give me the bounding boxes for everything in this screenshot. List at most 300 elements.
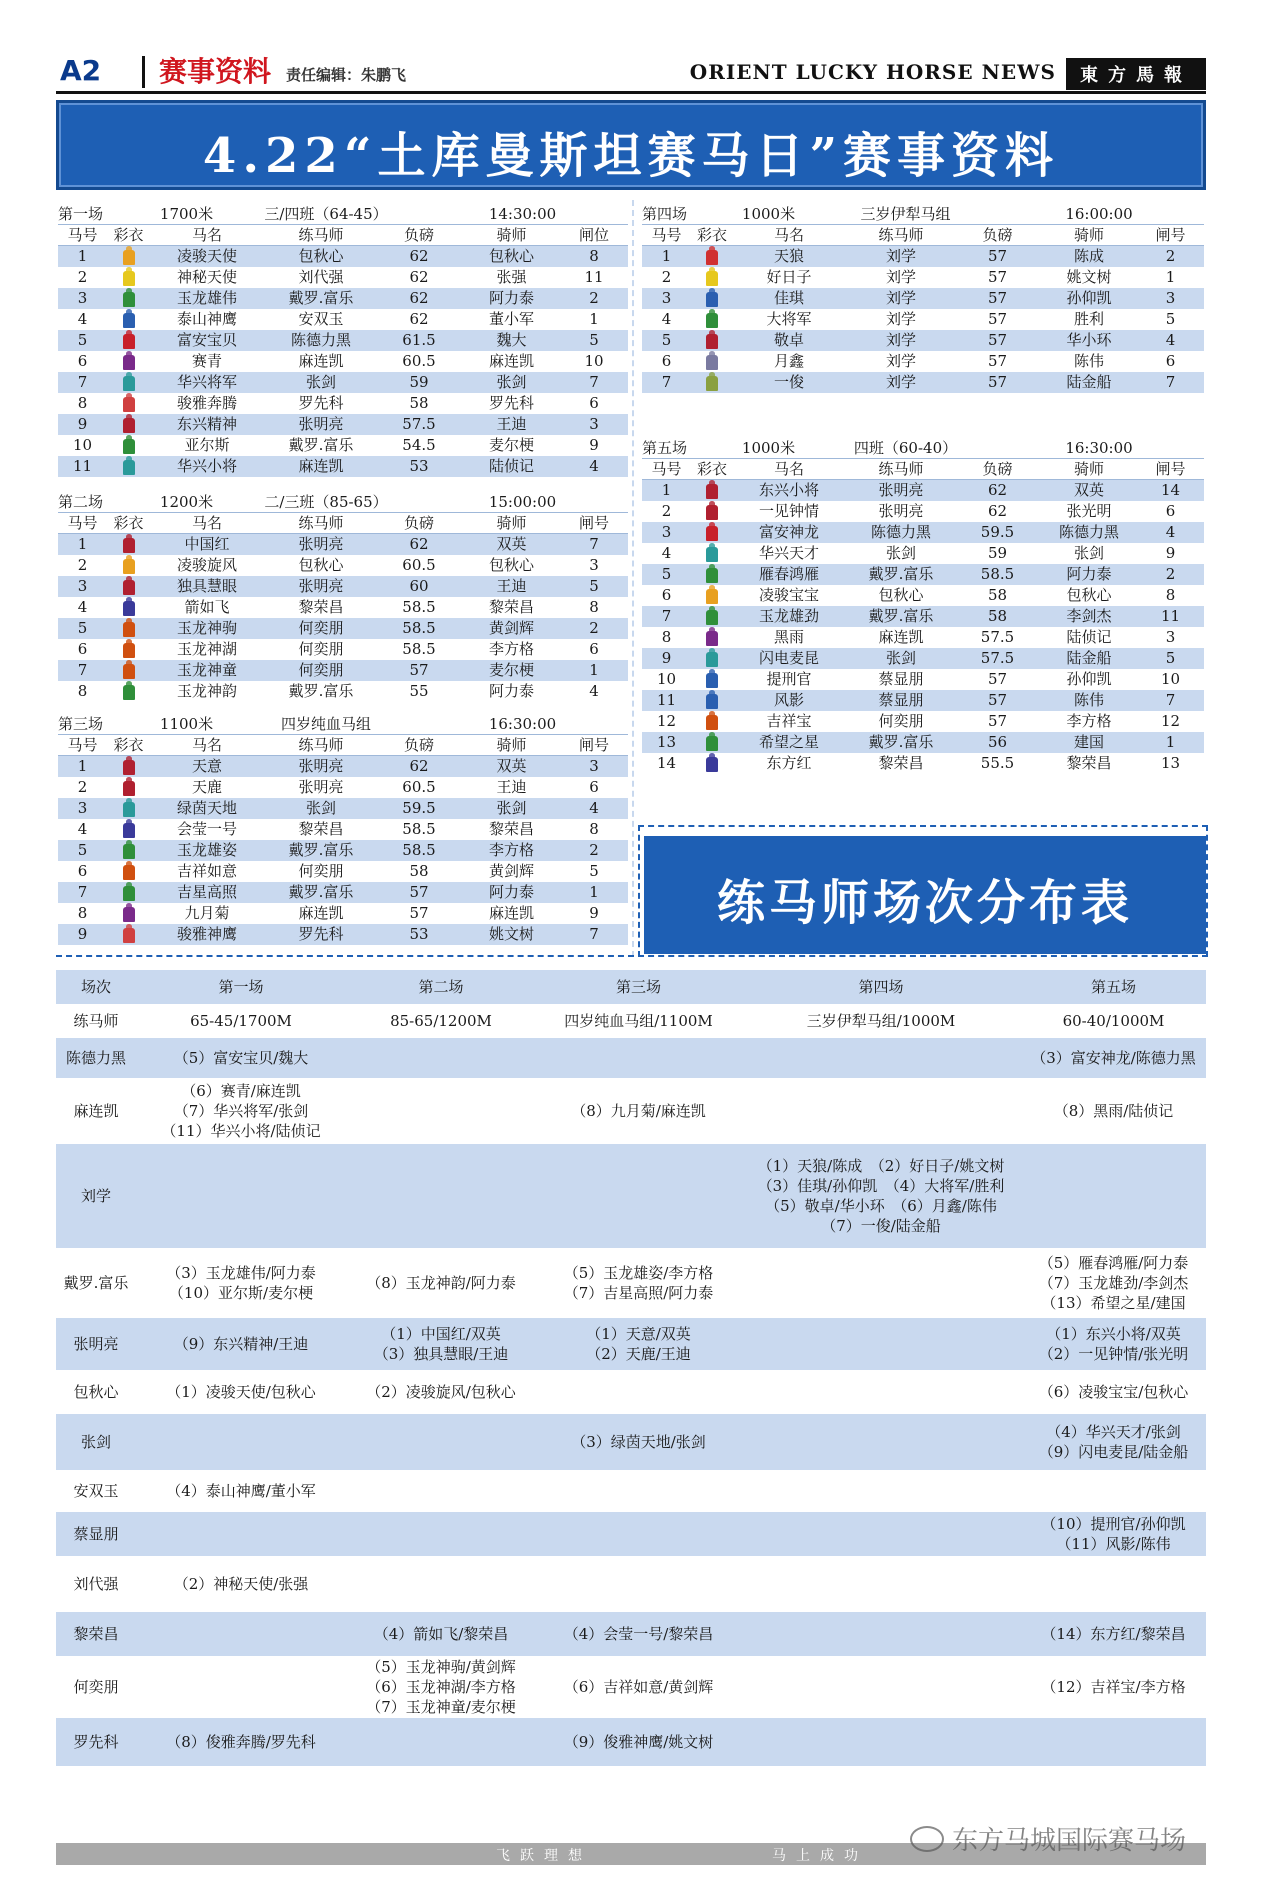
weight: 62: [409, 535, 429, 553]
horse-number: 6: [77, 862, 88, 880]
table-row: [58, 756, 628, 777]
silk-icon: [123, 376, 135, 391]
weight: 57: [409, 661, 429, 679]
gate-number: 4: [589, 799, 599, 817]
silk-icon: [706, 526, 718, 541]
table-row: [58, 576, 628, 597]
weight: 62: [409, 310, 429, 328]
trainer-label: 张明亮: [73, 1335, 119, 1353]
distribution-cell: [136, 1048, 346, 1068]
distribution-row: [56, 1144, 1206, 1248]
table-row: [58, 618, 628, 639]
jockey-name: 华小环: [1066, 331, 1112, 349]
horse-number: 4: [77, 820, 88, 838]
trainer-name: 戴罗.富乐: [288, 682, 354, 700]
weight: 58: [987, 586, 1008, 604]
race-class: 三岁伊犁马组: [860, 205, 951, 223]
distribution-cell: [1021, 1677, 1206, 1697]
distribution-subheader-cell: 三岁伊犁马组/1000M: [806, 1012, 956, 1030]
table-row: [642, 288, 1204, 309]
entry-line: （7）玉龙神童/麦尔梗: [366, 1698, 516, 1716]
jockey-name: 包秋心: [488, 247, 534, 265]
silk: [691, 606, 733, 627]
distribution-header-cell: 第五场: [1090, 978, 1136, 996]
silk: [691, 690, 733, 711]
trainer-name: 蔡显朋: [878, 691, 924, 709]
gate-number: 1: [589, 883, 599, 901]
race-time: 16:30:00: [488, 715, 557, 733]
trainer-name: 戴罗.富乐: [868, 565, 934, 583]
table-row: [642, 564, 1204, 585]
jockey-name: 张剑: [1073, 544, 1104, 562]
gate-number: 4: [589, 682, 599, 700]
table-row: [642, 246, 1204, 267]
paper-name-en: ORIENT LUCKY HORSE NEWS: [689, 60, 1056, 84]
horse-number: 12: [656, 712, 677, 730]
horse-number: 4: [661, 544, 672, 562]
horse-number: 14: [656, 754, 677, 772]
entry-line: （9）东兴精神/王迪: [173, 1335, 309, 1353]
jockey-name: 阿力泰: [488, 682, 534, 700]
horse-name: 月鑫: [773, 352, 804, 370]
column-header: 练马师: [298, 514, 344, 532]
weight: 60.5: [402, 556, 436, 574]
jockey-name: 张剑: [496, 799, 527, 817]
distribution-header-cell: 场次: [80, 978, 111, 996]
title-banner: [56, 100, 1206, 190]
horse-number: 4: [661, 310, 672, 328]
horse-number: 6: [77, 640, 88, 658]
gate-number: 8: [589, 247, 599, 265]
distribution-row: [56, 1248, 1206, 1318]
column-header: 骑师: [1073, 460, 1104, 478]
table-row: [642, 753, 1204, 774]
column-header: 马号: [651, 226, 682, 244]
horse-name: 华兴小将: [176, 457, 237, 475]
weight: 58: [409, 862, 429, 880]
gate-number: 6: [589, 778, 599, 796]
gate-number: 10: [1160, 670, 1181, 688]
entry-line: （8）黑雨/陆侦记: [1053, 1102, 1174, 1120]
trainer-label: 何奕朋: [73, 1678, 119, 1696]
trainer-name: 蔡显朋: [878, 670, 924, 688]
column-header: 马名: [773, 226, 804, 244]
distribution-row: [56, 1038, 1206, 1078]
column-header: 骑师: [496, 226, 527, 244]
race-class: 四岁纯血马组: [280, 715, 371, 733]
horse-number: 1: [77, 757, 88, 775]
weight: 57: [987, 310, 1008, 328]
entry-line: （6）赛青/麻连凯: [181, 1082, 301, 1100]
column-header: 负磅: [403, 514, 434, 532]
trainer-name: 张明亮: [298, 415, 344, 433]
silk-icon: [123, 355, 135, 370]
column-header: 闸号: [578, 514, 609, 532]
entry-line: （6）玉龙神湖/李方格: [366, 1678, 516, 1696]
weight: 57: [987, 670, 1008, 688]
weight: 58: [987, 607, 1008, 625]
horse-name: 玉龙雄姿: [176, 841, 237, 859]
trainer-name: 戴罗.富乐: [288, 289, 354, 307]
horse-number: 2: [661, 502, 672, 520]
silk: [107, 435, 150, 456]
trainer-label: 安双玉: [73, 1482, 119, 1500]
weight: 59: [409, 373, 429, 391]
race-name: 第一场: [58, 205, 104, 223]
silk: [691, 288, 733, 309]
column-header: 练马师: [878, 226, 924, 244]
gate-number: 5: [589, 577, 599, 595]
weight: 59: [987, 544, 1008, 562]
horse-number: 3: [77, 289, 88, 307]
silk-icon: [123, 538, 135, 553]
silk-icon: [706, 484, 718, 499]
horse-number: 6: [661, 352, 672, 370]
silk: [107, 555, 150, 576]
trainer-name: 罗先科: [298, 925, 344, 943]
entry-line: （7）玉龙雄劲/李剑杰: [1038, 1274, 1189, 1292]
horse-name: 箭如飞: [184, 598, 230, 616]
entry-line: （1）东兴小将/双英: [1046, 1325, 1181, 1343]
weight: 58.5: [980, 565, 1015, 583]
table-row: [58, 456, 628, 477]
silk-icon: [123, 823, 135, 838]
gate-number: 6: [1165, 502, 1176, 520]
distribution-header-cell: 第三场: [615, 978, 661, 996]
table-row: [58, 903, 628, 924]
jockey-name: 罗先科: [488, 394, 534, 412]
trainer-label: 陈德力黑: [65, 1049, 126, 1067]
table-row: [642, 480, 1204, 501]
wechat-icon: [910, 1826, 944, 1852]
trainer-name: 刘学: [885, 331, 916, 349]
horse-name: 赛青: [191, 352, 222, 370]
column-header: 马号: [67, 226, 98, 244]
entry-line: （3）玉龙雄伟/阿力泰: [166, 1264, 316, 1282]
jockey-name: 姚文树: [1066, 268, 1112, 286]
trainer-name: 戴罗.富乐: [288, 841, 354, 859]
race-table-4: [642, 204, 1204, 393]
distribution-cell: [536, 1732, 741, 1752]
silk: [691, 246, 733, 267]
distribution-cell: [136, 1263, 346, 1303]
column-header: 闸号: [1155, 226, 1186, 244]
silk: [691, 585, 733, 606]
distribution-subheader-cell: 60-40/1000M: [1062, 1012, 1165, 1030]
horse-number: 7: [77, 883, 88, 901]
table-row: [642, 732, 1204, 753]
silk-icon: [123, 685, 135, 700]
gate-number: 13: [1160, 754, 1181, 772]
silk-icon: [706, 292, 718, 307]
column-header-row: [58, 513, 628, 534]
weight: 57: [987, 352, 1008, 370]
silk: [107, 534, 150, 555]
entry-line: （2）凌骏旋风/包秋心: [366, 1383, 516, 1401]
silk: [107, 372, 150, 393]
column-header-row: [58, 225, 628, 246]
jockey-name: 王迪: [496, 415, 527, 433]
horse-name: 凌骏天使: [176, 247, 237, 265]
distribution-cell: [346, 1273, 536, 1293]
weight: 55: [409, 682, 429, 700]
horse-name: 一俊: [773, 373, 804, 391]
column-header: 马号: [67, 736, 98, 754]
weight: 61.5: [402, 331, 436, 349]
distribution-row: [56, 1556, 1206, 1612]
trainer-name: 张明亮: [298, 577, 344, 595]
silk-icon: [706, 694, 718, 709]
silk-icon: [123, 886, 135, 901]
race-distance: 1200米: [159, 493, 214, 511]
jockey-name: 孙仰凯: [1066, 670, 1112, 688]
horse-name: 风影: [773, 691, 804, 709]
horse-name: 提刑官: [766, 670, 812, 688]
gate-number: 6: [589, 394, 599, 412]
distribution-subheader-cell: 四岁纯血马组/1100M: [564, 1012, 713, 1030]
horse-name: 凌骏旋风: [176, 556, 237, 574]
gate-number: 2: [1165, 247, 1176, 265]
race-table-5: [642, 438, 1204, 774]
horse-number: 6: [661, 586, 672, 604]
trainer-label: 罗先科: [73, 1733, 119, 1751]
column-header: 骑师: [1073, 226, 1104, 244]
silk: [107, 777, 150, 798]
trainer-name: 刘学: [885, 289, 916, 307]
column-header: 彩衣: [696, 226, 727, 244]
race-distance: 1700米: [159, 205, 214, 223]
gate-number: 9: [589, 436, 599, 454]
silk-icon: [123, 313, 135, 328]
silk: [107, 924, 150, 945]
column-header: 负磅: [403, 736, 434, 754]
entry-line: （13）希望之星/建国: [1041, 1294, 1186, 1312]
gate-number: 1: [589, 310, 599, 328]
table-row: [58, 798, 628, 819]
trainer-name: 张明亮: [298, 535, 344, 553]
horse-number: 9: [661, 649, 672, 667]
trainer-name: 张剑: [885, 649, 916, 667]
table-row: [58, 777, 628, 798]
distribution-row: [56, 1656, 1206, 1718]
gate-number: 3: [589, 757, 599, 775]
weight: 60.5: [402, 352, 436, 370]
horse-number: 11: [656, 691, 677, 709]
horse-number: 2: [77, 268, 88, 286]
silk: [107, 351, 150, 372]
silk-icon: [706, 673, 718, 688]
trainer-name: 刘学: [885, 268, 916, 286]
race-time: 16:00:00: [1065, 205, 1133, 223]
entry-line: （3）佳琪/孙仰凯 （4）大将军/胜利: [757, 1177, 1005, 1195]
jockey-name: 李剑杰: [1066, 607, 1112, 625]
horse-name: 凌骏宝宝: [758, 586, 819, 604]
race-info: [642, 438, 1204, 459]
trainer-name: 麻连凯: [298, 457, 344, 475]
gate-number: 8: [589, 820, 599, 838]
silk: [691, 669, 733, 690]
silk-icon: [123, 271, 135, 286]
table-row: [58, 819, 628, 840]
jockey-name: 陆金船: [1066, 649, 1112, 667]
horse-name: 玉龙雄伟: [176, 289, 237, 307]
trainer-name: 麻连凯: [298, 904, 344, 922]
column-header-row: [642, 225, 1204, 246]
table-row: [58, 882, 628, 903]
silk-icon: [123, 601, 135, 616]
entry-line: （6）凌骏宝宝/包秋心: [1038, 1383, 1189, 1401]
race-info: [58, 714, 628, 735]
trainer-name: 陈德力黑: [870, 523, 931, 541]
trainer-name: 包秋心: [298, 247, 344, 265]
distribution-header-cell: 第四场: [858, 978, 904, 996]
table-row: [58, 267, 628, 288]
silk-icon: [706, 505, 718, 520]
silk-icon: [706, 589, 718, 604]
jockey-name: 王迪: [496, 577, 527, 595]
silk: [107, 456, 150, 477]
trainer-label: 黎荣昌: [73, 1625, 119, 1643]
weight: 59.5: [980, 523, 1015, 541]
entry-line: （5）敬卓/华小环 （6）月鑫/陈伟: [765, 1197, 997, 1215]
jockey-name: 陈德力黑: [1058, 523, 1119, 541]
weight: 62: [409, 289, 429, 307]
jockey-name: 黎荣昌: [488, 820, 534, 838]
horse-name: 绿茵天地: [176, 799, 237, 817]
horse-name: 泰山神鹰: [176, 310, 237, 328]
weight: 62: [987, 502, 1008, 520]
jockey-name: 黄剑辉: [488, 619, 534, 637]
column-header: 骑师: [496, 514, 527, 532]
distribution-cell: [1021, 1101, 1206, 1121]
silk: [691, 480, 733, 501]
distribution-cell: [1021, 1253, 1206, 1313]
distribution-row: [56, 1318, 1206, 1370]
entry-line: （12）吉祥宝/李方格: [1041, 1678, 1186, 1696]
horse-name: 大将军: [766, 310, 812, 328]
entry-line: （4）华兴天才/张剑: [1046, 1423, 1181, 1441]
race-name: 第五场: [642, 439, 688, 457]
silk: [691, 267, 733, 288]
horse-name: 天鹿: [191, 778, 222, 796]
horse-name: 会莹一号: [176, 820, 237, 838]
horse-name: 吉祥宝: [766, 712, 812, 730]
table-row: [58, 597, 628, 618]
horse-name: 骏雅奔腾: [176, 394, 237, 412]
silk: [107, 756, 150, 777]
horse-name: 敬卓: [773, 331, 804, 349]
entry-line: （1）天狼/陈成 （2）好日子/姚文树: [757, 1157, 1005, 1175]
horse-name: 好日子: [766, 268, 812, 286]
entry-line: （5）玉龙神驹/黄剑辉: [366, 1658, 516, 1676]
horse-number: 10: [72, 436, 93, 454]
race-class: 四班（60-40）: [853, 439, 958, 457]
trainer-name: 黎荣昌: [298, 598, 344, 616]
horse-number: 8: [77, 904, 88, 922]
distribution-header-row: [56, 970, 1206, 1004]
distribution-cell: [1021, 1624, 1206, 1644]
table-row: [642, 543, 1204, 564]
table-row: [58, 924, 628, 945]
table-row: [642, 648, 1204, 669]
table-row: [58, 840, 628, 861]
silk: [107, 660, 150, 681]
race-time: 16:30:00: [1065, 439, 1133, 457]
jockey-name: 陆金船: [1066, 373, 1112, 391]
distribution-cell: [1021, 1324, 1206, 1364]
silk: [691, 351, 733, 372]
silk: [691, 372, 733, 393]
jockey-name: 双英: [1073, 481, 1104, 499]
entry-line: （7）华兴将军/张剑: [173, 1102, 309, 1120]
silk: [107, 798, 150, 819]
trainer-label: 刘学: [80, 1187, 111, 1205]
weight: 58.5: [402, 598, 436, 616]
horse-number: 8: [661, 628, 672, 646]
silk: [691, 501, 733, 522]
trainer-name: 黎荣昌: [878, 754, 924, 772]
section-title: 赛事资料: [142, 56, 271, 88]
table-row: [58, 330, 628, 351]
distribution-cell: [136, 1732, 346, 1752]
page-number: A2: [60, 54, 102, 87]
horse-name: 东兴精神: [176, 415, 237, 433]
jockey-name: 包秋心: [1066, 586, 1112, 604]
horse-name: 一见钟情: [758, 502, 819, 520]
horse-name: 华兴将军: [176, 373, 237, 391]
distribution-row: [56, 1078, 1206, 1144]
gate-number: 12: [1160, 712, 1181, 730]
horse-number: 10: [656, 670, 677, 688]
column-header: 彩衣: [113, 736, 144, 754]
jockey-name: 李方格: [488, 841, 534, 859]
silk-icon: [706, 568, 718, 583]
distribution-cell: [1021, 1048, 1206, 1068]
silk-icon: [706, 313, 718, 328]
distribution-cell: [741, 1156, 1021, 1236]
horse-number: 1: [661, 247, 672, 265]
column-header: 马号: [67, 514, 98, 532]
silk-icon: [123, 760, 135, 775]
entry-line: （10）提刑官/孙仰凯: [1041, 1515, 1186, 1533]
silk-icon: [123, 460, 135, 475]
horse-number: 11: [72, 457, 93, 475]
horse-name: 富安神龙: [758, 523, 819, 541]
column-header: 闸号: [578, 736, 609, 754]
horse-name: 佳琪: [773, 289, 804, 307]
silk-icon: [123, 802, 135, 817]
table-row: [58, 372, 628, 393]
entry-line: （7）吉星高照/阿力泰: [563, 1284, 714, 1302]
gate-number: 5: [589, 331, 599, 349]
silk-icon: [706, 547, 718, 562]
trainer-label: 麻连凯: [73, 1102, 119, 1120]
entry-line: （10）亚尔斯/麦尔梗: [168, 1284, 314, 1302]
column-header: 彩衣: [113, 514, 144, 532]
column-header-row: [642, 459, 1204, 480]
horse-name: 独具慧眼: [176, 577, 237, 595]
trainer-name: 刘学: [885, 310, 916, 328]
horse-number: 2: [661, 268, 672, 286]
table-row: [642, 309, 1204, 330]
table-row: [58, 288, 628, 309]
horse-name: 东兴小将: [758, 481, 819, 499]
trainer-name: 张明亮: [298, 778, 344, 796]
jockey-name: 陈成: [1073, 247, 1104, 265]
trainer-name: 何奕朋: [878, 712, 924, 730]
distribution-cell: [346, 1657, 536, 1717]
silk: [691, 564, 733, 585]
